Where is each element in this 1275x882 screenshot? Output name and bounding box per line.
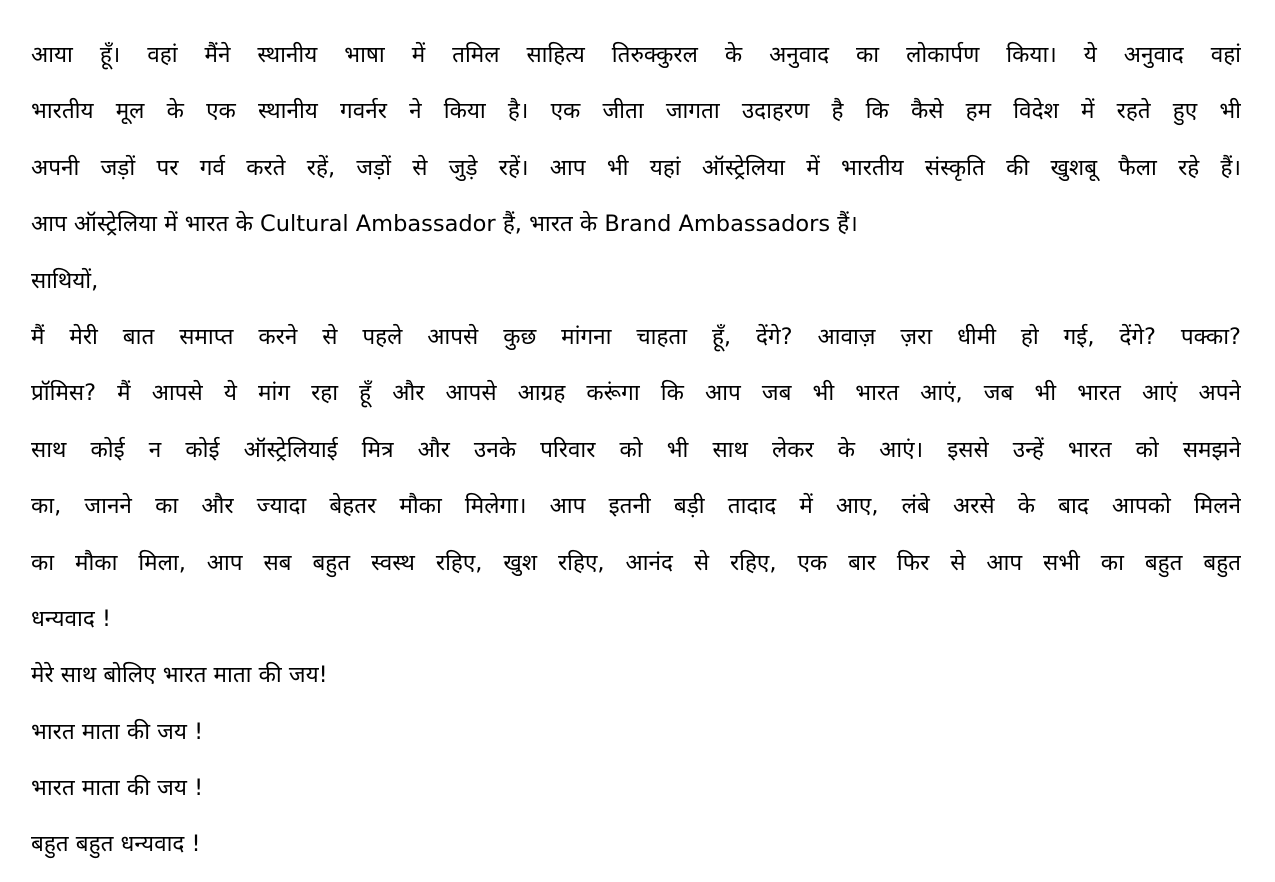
paragraph-line: प्रॉमिस? मैं आपसे ये मांग रहा हूँ और आपसे आग्रह करूंगा कि आप जब भी भारत आएं, जब भी भारत आएं अपने <box>31 380 1241 407</box>
paragraph-line: धन्यवाद ! <box>31 605 111 632</box>
paragraph-line: का, जानने का और ज्यादा बेहतर मौका मिलेगा। आप इतनी बड़ी तादाद में आए, लंबे अरसे के बाद आपको मिलने <box>31 493 1241 520</box>
paragraph-line: साथ कोई न कोई ऑस्ट्रेलियाई मित्र और उनके परिवार को भी साथ लेकर के आएं। इससे उन्हें भारत को समझने <box>31 436 1241 463</box>
paragraph-line: आया हूँ। वहां मैंने स्थानीय भाषा में तमिल साहित्य तिरुक्कुरल के अनुवाद का लोकार्पण किया। ये अनुवाद वहां <box>31 42 1241 68</box>
salutation-line: साथियों, <box>31 267 99 294</box>
paragraph-line: का मौका मिला, आप सब बहुत स्वस्थ रहिए, खुश रहिए, आनंद से रहिए, एक बार फिर से आप सभी का बहुत बहुत <box>31 549 1241 576</box>
slogan-line: भारत माता की जय ! <box>31 775 204 802</box>
closing-line: बहुत बहुत धन्यवाद ! <box>31 831 201 858</box>
paragraph-line: आप ऑस्ट्रेलिया में भारत के Cultural Ambassador हैं, भारत के Brand Ambassadors हैं। <box>31 211 858 238</box>
paragraph-line: भारतीय मूल के एक स्थानीय गवर्नर ने किया है। एक जीता जागता उदाहरण है कि कैसे हम विदेश में रहते हुए भी <box>31 98 1241 125</box>
paragraph-line: मैं मेरी बात समाप्त करने से पहले आपसे कुछ मांगना चाहता हूँ, देंगे? आवाज़ ज़रा धीमी हो गई, देंगे? पक्का? <box>31 323 1241 350</box>
slogan-line: भारत माता की जय ! <box>31 718 204 745</box>
slogan-line: मेरे साथ बोलिए भारत माता की जय! <box>31 662 328 689</box>
paragraph-line: अपनी जड़ों पर गर्व करते रहें, जड़ों से जुड़े रहें। आप भी यहां ऑस्ट्रेलिया में भारतीय संस्कृति की खुशबू फैला रहे हैं। <box>31 154 1241 181</box>
